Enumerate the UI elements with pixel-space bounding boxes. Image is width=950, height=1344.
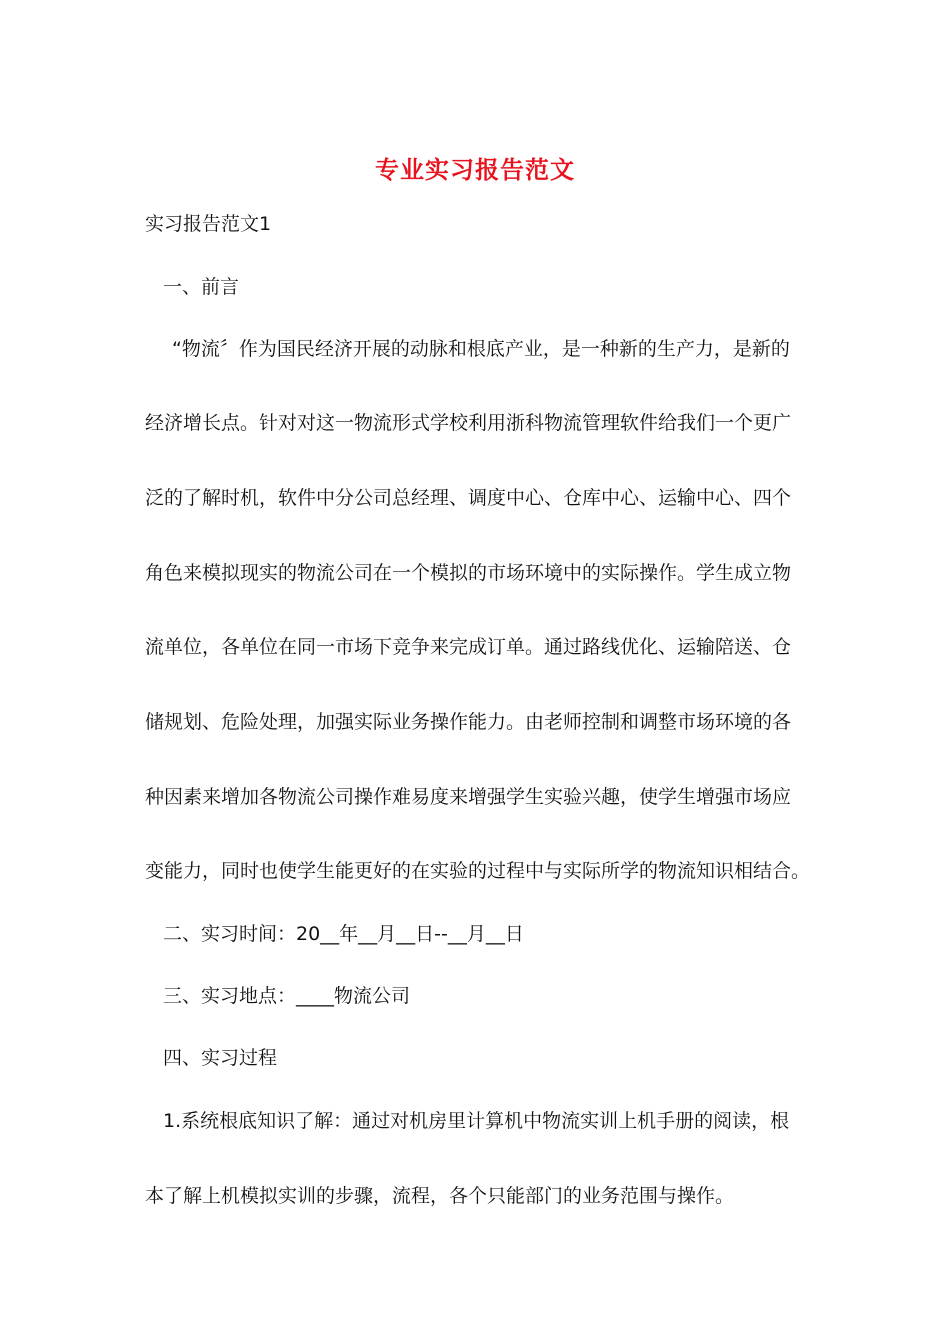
paragraph-line: 变能力，同时也使学生能更好的在实验的过程中与实际所学的物流知识相结合。: [145, 860, 811, 882]
paragraph-line: 角色来模拟现实的物流公司在一个模拟的市场环境中的实际操作。学生成立物: [145, 562, 792, 584]
section-heading-preface: 一、前言: [163, 276, 240, 298]
section-heading-process: 四、实习过程: [163, 1047, 278, 1069]
section-internship-location: 三、实习地点：____物流公司: [163, 985, 411, 1007]
document-title: 专业实习报告范文: [375, 155, 575, 184]
section-internship-time: 二、实习时间：20__年__月__日--__月__日: [163, 923, 524, 945]
list-item-line: 1.系统根底知识了解：通过对机房里计算机中物流实训上机手册的阅读，根: [163, 1110, 790, 1132]
paragraph-line: 经济增长点。针对对这一物流形式学校利用浙科物流管理软件给我们一个更广: [145, 412, 792, 434]
paragraph-line: 泛的了解时机，软件中分公司总经理、调度中心、仓库中心、运输中心、四个: [145, 487, 792, 509]
paragraph-line: “物流〞作为国民经济开展的动脉和根底产业，是一种新的生产力，是新的: [172, 338, 790, 360]
paragraph-line: 种因素来增加各物流公司操作难易度来增强学生实验兴趣，使学生增强市场应: [145, 786, 792, 808]
paragraph-line: 流单位，各单位在同一市场下竞争来完成订单。通过路线优化、运输陪送、仓: [145, 636, 792, 658]
paragraph-line: 储规划、危险处理，加强实际业务操作能力。由老师控制和调整市场环境的各: [145, 711, 792, 733]
list-item-line: 本了解上机模拟实训的步骤，流程，各个只能部门的业务范围与操作。: [145, 1185, 735, 1207]
document-subtitle: 实习报告范文1: [145, 213, 272, 235]
